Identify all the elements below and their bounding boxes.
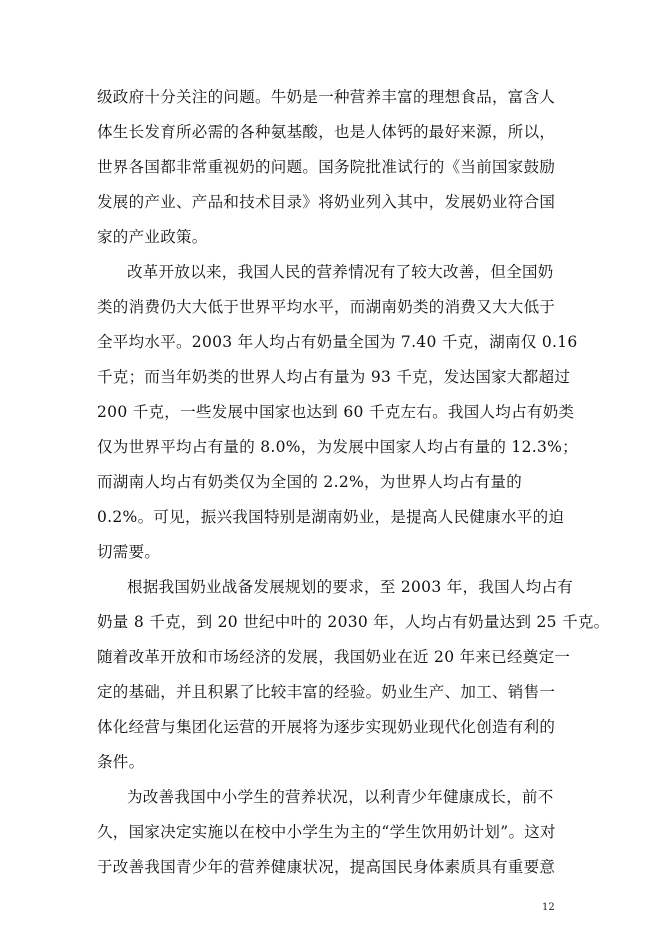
text-line: 体生长发育所必需的各种氨基酸，也是人体钙的最好来源，所以，: [97, 123, 556, 141]
text-line: 0.2%。可见，振兴我国特别是湖南奶业，是提高人民健康水平的迫: [97, 508, 565, 526]
text-line: 千克；而当年奶类的世界人均占有量为 93 千克，发达国家大都超过: [97, 368, 571, 386]
text-line: 200 千克，一些发展中国家也达到 60 千克左右。我国人均占有奶类: [97, 403, 575, 421]
text-line: 发展的产业、产品和技术目录》将奶业列入其中，发展奶业符合国: [97, 193, 556, 211]
page-number: 12: [542, 902, 555, 913]
text-line: 条件。: [97, 753, 145, 771]
text-line: 为改善我国中小学生的营养状况，以利青少年健康成长，前不: [127, 788, 554, 806]
text-line: 久，国家决定实施以在校中小学生为主的“学生饮用奶计划”。这对: [97, 823, 556, 841]
text-line: 而湖南人均占有奶类仅为全国的 2.2%，为世界人均占有量的: [97, 473, 523, 491]
text-line: 世界各国都非常重视奶的问题。国务院批准试行的《当前国家鼓励: [97, 158, 556, 176]
text-line: 全平均水平。2003 年人均占有奶量全国为 7.40 千克，湖南仅 0.16: [97, 333, 578, 351]
text-line: 奶量 8 千克，到 20 世纪中叶的 2030 年，人均占有奶量达到 25 千克。: [97, 613, 610, 631]
text-line: 定的基础，并且积累了比较丰富的经验。奶业生产、加工、销售一: [97, 683, 556, 701]
text-line: 类的消费仍大大低于世界平均水平，而湖南奶类的消费又大大低于: [97, 298, 556, 316]
text-line: 切需要。: [97, 543, 161, 561]
text-line: 体化经营与集团化运营的开展将为逐步实现奶业现代化创造有利的: [97, 718, 556, 736]
text-line: 改革开放以来，我国人民的营养情况有了较大改善，但全国奶: [127, 263, 554, 281]
text-line: 级政府十分关注的问题。牛奶是一种营养丰富的理想食品，富含人: [97, 88, 556, 106]
text-line: 随着改革开放和市场经济的发展，我国奶业在近 20 年来已经奠定一: [97, 648, 571, 666]
text-line: 家的产业政策。: [97, 228, 208, 246]
text-line: 于改善我国青少年的营养健康状况，提高国民身体素质具有重要意: [97, 858, 556, 876]
text-line: 仅为世界平均占有量的 8.0%，为发展中国家人均占有量的 12.3%；: [97, 438, 578, 456]
text-line: 根据我国奶业战备发展规划的要求，至 2003 年，我国人均占有: [127, 578, 574, 596]
